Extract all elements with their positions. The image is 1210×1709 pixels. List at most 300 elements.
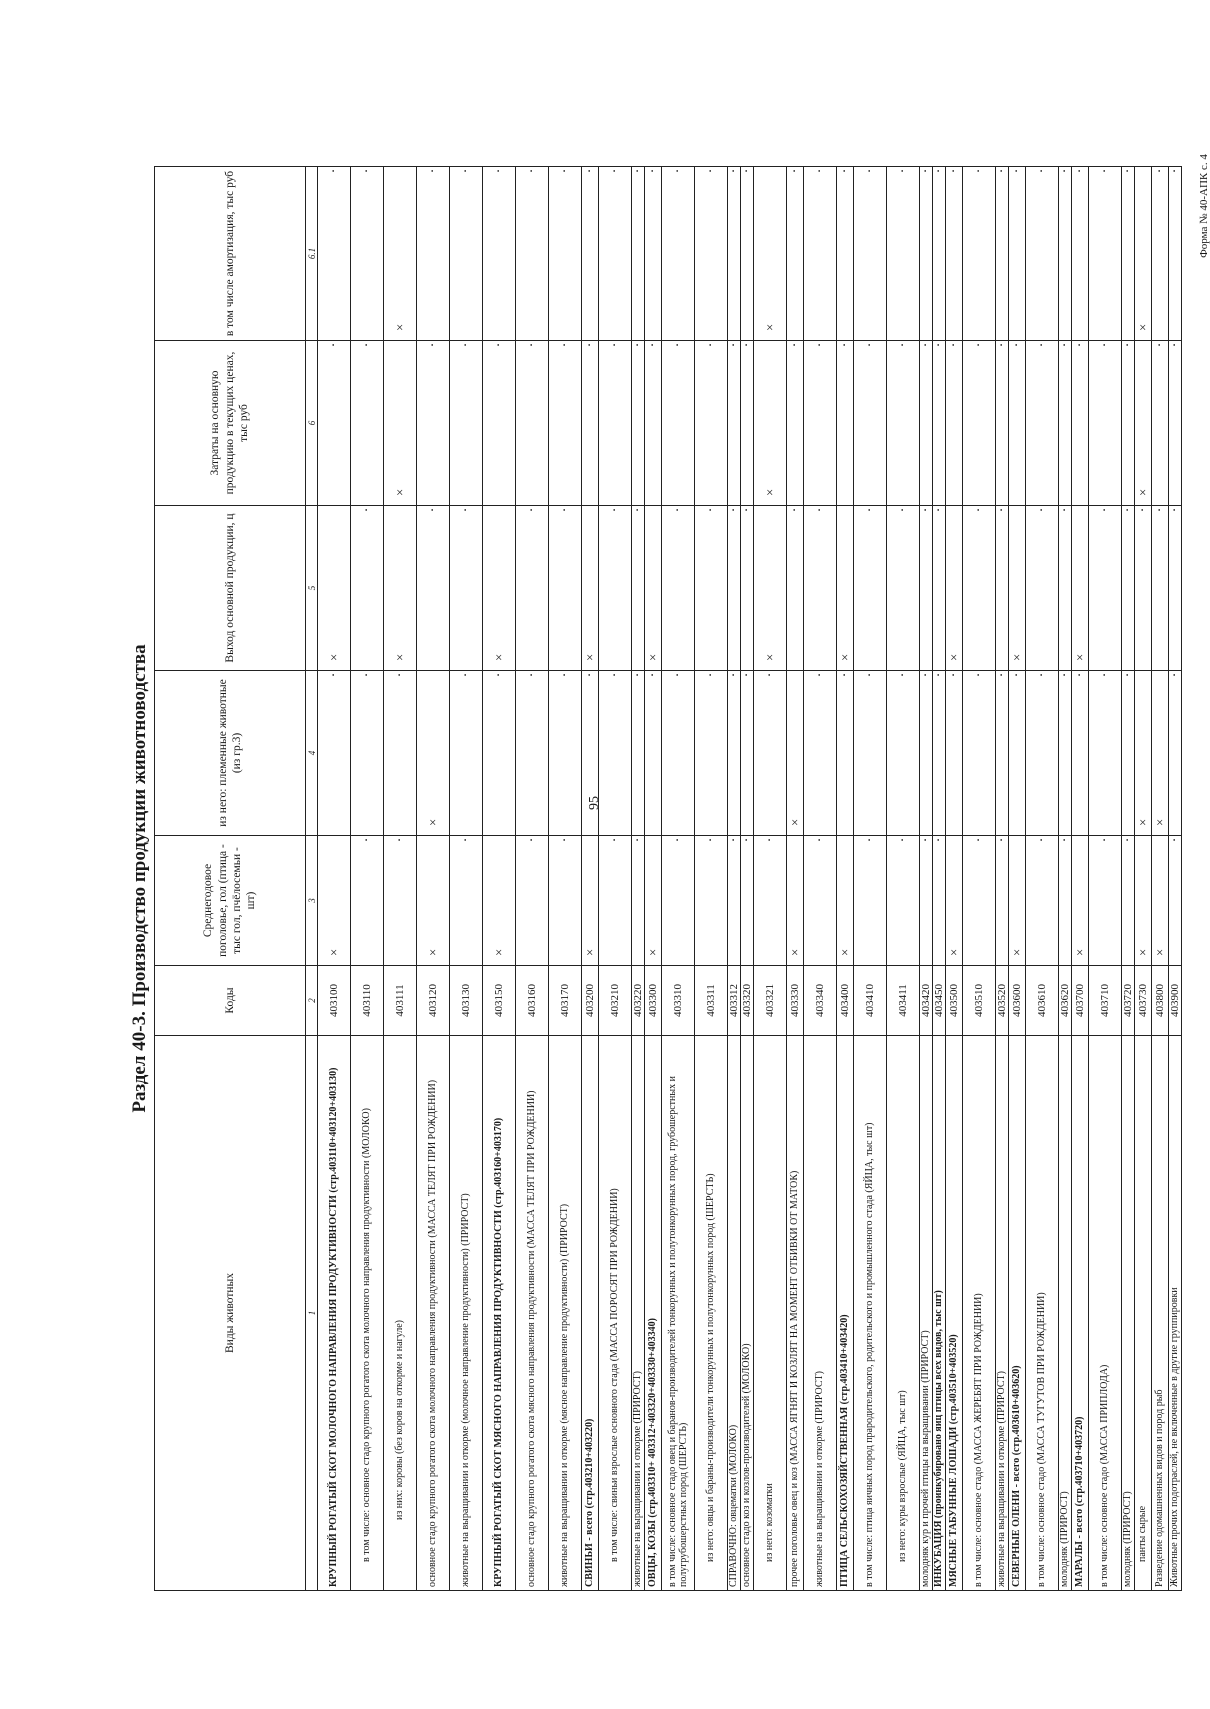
cell-output[interactable] xyxy=(582,506,599,671)
cell-depreciation[interactable] xyxy=(804,167,837,341)
cell-breeding[interactable] xyxy=(1169,671,1182,836)
row-code: 403100 xyxy=(318,966,351,1036)
cell-costs[interactable] xyxy=(854,341,887,506)
cell-depreciation[interactable] xyxy=(384,167,417,341)
cell-avg-herd[interactable] xyxy=(741,836,754,966)
col-number: 4 xyxy=(306,671,318,836)
row-name: молодняк кур и прочей птицы на выращивании (ПРИРОСТ) xyxy=(920,1036,933,1591)
table-row xyxy=(887,167,920,1591)
table-row xyxy=(645,167,662,1591)
cell-costs[interactable] xyxy=(787,341,804,506)
col-header-costs: Затраты на основную продукцию в текущих ценах, тыс руб xyxy=(155,341,306,506)
row-code: 403620 xyxy=(1059,966,1072,1036)
cell-breeding[interactable] xyxy=(887,671,920,836)
cell-output[interactable] xyxy=(1072,506,1089,671)
cell-breeding[interactable] xyxy=(1089,671,1122,836)
row-code: 403520 xyxy=(996,966,1009,1036)
cell-avg-herd[interactable] xyxy=(417,836,450,966)
table-row xyxy=(1009,167,1026,1591)
row-name: животные на выращивании и откорме (ПРИРОСТ) xyxy=(804,1036,837,1591)
cell-output[interactable] xyxy=(645,506,662,671)
cell-output[interactable] xyxy=(632,506,645,671)
table-row xyxy=(996,167,1009,1591)
table-row xyxy=(728,167,741,1591)
col-number: 1 xyxy=(306,1036,318,1591)
row-name: МЯСНЫЕ ТАБУННЫЕ ЛОШАДИ (стр.403510+403520) xyxy=(946,1036,963,1591)
row-name: молодняк (ПРИРОСТ) xyxy=(1059,1036,1072,1591)
cell-costs[interactable] xyxy=(549,341,582,506)
row-name: в том числе: основное стадо овец и баранов-производителей тонкорунных и полутонкорунных пород, грубошерстных и полугрубошерстных пород (ШЕРСТЬ) xyxy=(662,1036,695,1591)
row-name: основное стадо крупного рогатого скота мясного направления продуктивности (МАССА ТЕЛЯТ ПРИ РОЖДЕНИИ) xyxy=(516,1036,549,1591)
cell-costs[interactable] xyxy=(695,341,728,506)
cell-costs[interactable] xyxy=(1089,341,1122,506)
row-name: животные на выращивании и откорме (ПРИРОСТ) xyxy=(996,1036,1009,1591)
table-row xyxy=(946,167,963,1591)
header-row xyxy=(155,167,306,1591)
cell-costs[interactable] xyxy=(1122,341,1135,506)
cell-costs[interactable] xyxy=(318,341,351,506)
cell-breeding[interactable] xyxy=(996,671,1009,836)
row-name: СПРАВОЧНО: овцематки (МОЛОКО) xyxy=(728,1036,741,1591)
cell-breeding[interactable] xyxy=(318,671,351,836)
cell-costs[interactable] xyxy=(1135,341,1152,506)
cell-costs[interactable] xyxy=(483,341,516,506)
col-number: 3 xyxy=(306,836,318,966)
table-row xyxy=(632,167,645,1591)
cell-output[interactable] xyxy=(1089,506,1122,671)
cell-avg-herd[interactable] xyxy=(946,836,963,966)
row-name: СВИНЬИ - всего (стр.403210+403220) xyxy=(582,1036,599,1591)
rotated-page xyxy=(126,166,1209,1591)
cell-avg-herd[interactable] xyxy=(645,836,662,966)
cell-avg-herd[interactable] xyxy=(933,836,946,966)
cell-costs[interactable] xyxy=(632,341,645,506)
cell-costs[interactable] xyxy=(837,341,854,506)
cell-costs[interactable] xyxy=(417,341,450,506)
cell-depreciation[interactable] xyxy=(996,167,1009,341)
cell-costs[interactable] xyxy=(1059,341,1072,506)
cell-depreciation[interactable] xyxy=(516,167,549,341)
table-row xyxy=(1169,167,1182,1591)
row-code: 403170 xyxy=(549,966,582,1036)
cell-costs[interactable] xyxy=(662,341,695,506)
cell-avg-herd[interactable] xyxy=(1152,836,1169,966)
row-code: 403500 xyxy=(946,966,963,1036)
row-code: 403300 xyxy=(645,966,662,1036)
cell-output[interactable] xyxy=(695,506,728,671)
cell-output[interactable] xyxy=(1059,506,1072,671)
cell-breeding[interactable] xyxy=(645,671,662,836)
cell-depreciation[interactable] xyxy=(662,167,695,341)
cell-breeding[interactable] xyxy=(1072,671,1089,836)
col-number: 2 xyxy=(306,966,318,1036)
cell-output[interactable] xyxy=(1122,506,1135,671)
cell-breeding[interactable] xyxy=(599,671,632,836)
cell-avg-herd[interactable] xyxy=(599,836,632,966)
section-title: Раздел 40-3. Производство продукции животноводства xyxy=(129,644,150,1113)
row-name: в том числе: основное стадо (МАССА ПРИПЛОДА) xyxy=(1089,1036,1122,1591)
cell-breeding[interactable] xyxy=(483,671,516,836)
cell-output[interactable] xyxy=(384,506,417,671)
cell-avg-herd[interactable] xyxy=(728,836,741,966)
cell-depreciation[interactable] xyxy=(963,167,996,341)
table-row xyxy=(1152,167,1169,1591)
cell-avg-herd[interactable] xyxy=(662,836,695,966)
form-label: Форма № 40-АПК с. 4 xyxy=(1197,154,1210,258)
row-code: 403450 xyxy=(933,966,946,1036)
cell-avg-herd[interactable] xyxy=(450,836,483,966)
cell-breeding[interactable] xyxy=(695,671,728,836)
col-number: 5 xyxy=(306,506,318,671)
row-name: ОВЦЫ, КОЗЫ (стр.403310+ 403312+403320+403330+403340) xyxy=(645,1036,662,1591)
cell-costs[interactable] xyxy=(351,341,384,506)
table-row xyxy=(662,167,695,1591)
cell-depreciation[interactable] xyxy=(1135,167,1152,341)
cell-depreciation[interactable] xyxy=(933,167,946,341)
cell-costs[interactable] xyxy=(1152,341,1169,506)
page-number: 95 xyxy=(587,796,602,810)
table-row xyxy=(854,167,887,1591)
table-row xyxy=(695,167,728,1591)
cell-depreciation[interactable] xyxy=(483,167,516,341)
table-row xyxy=(1072,167,1089,1591)
cell-breeding[interactable] xyxy=(384,671,417,836)
col-number: 6 xyxy=(306,341,318,506)
cell-breeding[interactable] xyxy=(1152,671,1169,836)
cell-avg-herd[interactable] xyxy=(754,836,787,966)
cell-depreciation[interactable] xyxy=(854,167,887,341)
cell-breeding[interactable] xyxy=(582,671,599,836)
cell-output[interactable] xyxy=(804,506,837,671)
cell-costs[interactable] xyxy=(741,341,754,506)
cell-output[interactable] xyxy=(754,506,787,671)
cell-breeding[interactable] xyxy=(946,671,963,836)
cell-depreciation[interactable] xyxy=(695,167,728,341)
row-name: в том числе: свиньи взрослые основного стада (МАССА ПОРОСЯТ ПРИ РОЖДЕНИИ) xyxy=(599,1036,632,1591)
cell-avg-herd[interactable] xyxy=(1135,836,1152,966)
cell-avg-herd[interactable] xyxy=(804,836,837,966)
row-name: МАРАЛЫ - всего (стр.403710+403720) xyxy=(1072,1036,1089,1591)
row-code: 403410 xyxy=(854,966,887,1036)
cell-output[interactable] xyxy=(450,506,483,671)
cell-output[interactable] xyxy=(318,506,351,671)
cell-costs[interactable] xyxy=(516,341,549,506)
cell-output[interactable] xyxy=(963,506,996,671)
table-row xyxy=(804,167,837,1591)
cell-depreciation[interactable] xyxy=(549,167,582,341)
row-code: 403321 xyxy=(754,966,787,1036)
cell-costs[interactable] xyxy=(804,341,837,506)
row-name: из них: коровы (без коров на откорме и нагуле) xyxy=(384,1036,417,1591)
production-table xyxy=(154,166,1182,1591)
row-name: СЕВЕРНЫЕ ОЛЕНИ - всего (стр.403610+403620) xyxy=(1009,1036,1026,1591)
cell-breeding[interactable] xyxy=(963,671,996,836)
cell-depreciation[interactable] xyxy=(1122,167,1135,341)
table-row xyxy=(516,167,549,1591)
table-row xyxy=(599,167,632,1591)
cell-costs[interactable] xyxy=(920,341,933,506)
row-code: 403600 xyxy=(1009,966,1026,1036)
cell-avg-herd[interactable] xyxy=(854,836,887,966)
cell-avg-herd[interactable] xyxy=(837,836,854,966)
cell-output[interactable] xyxy=(933,506,946,671)
cell-breeding[interactable] xyxy=(787,671,804,836)
cell-breeding[interactable] xyxy=(837,671,854,836)
row-code: 403610 xyxy=(1026,966,1059,1036)
cell-output[interactable] xyxy=(549,506,582,671)
table-row xyxy=(582,167,599,1591)
cell-depreciation[interactable] xyxy=(450,167,483,341)
row-code: 403120 xyxy=(417,966,450,1036)
cell-depreciation[interactable] xyxy=(1169,167,1182,341)
cell-output[interactable] xyxy=(483,506,516,671)
table-row xyxy=(754,167,787,1591)
row-name: КРУПНЫЙ РОГАТЫЙ СКОТ МЯСНОГО НАПРАВЛЕНИЯ ПРОДУКТИВНОСТИ (стр.403160+403170) xyxy=(483,1036,516,1591)
cell-depreciation[interactable] xyxy=(741,167,754,341)
cell-avg-herd[interactable] xyxy=(582,836,599,966)
cell-depreciation[interactable] xyxy=(318,167,351,341)
cell-depreciation[interactable] xyxy=(351,167,384,341)
row-code: 403312 xyxy=(728,966,741,1036)
cell-avg-herd[interactable] xyxy=(1059,836,1072,966)
cell-avg-herd[interactable] xyxy=(1072,836,1089,966)
cell-costs[interactable] xyxy=(946,341,963,506)
row-code: 403710 xyxy=(1089,966,1122,1036)
row-name: животные на выращивании и откорме (ПРИРОСТ) xyxy=(632,1036,645,1591)
cell-depreciation[interactable] xyxy=(1089,167,1122,341)
cell-breeding[interactable] xyxy=(1026,671,1059,836)
cell-avg-herd[interactable] xyxy=(963,836,996,966)
cell-breeding[interactable] xyxy=(450,671,483,836)
cell-output[interactable] xyxy=(662,506,695,671)
cell-avg-herd[interactable] xyxy=(632,836,645,966)
cell-avg-herd[interactable] xyxy=(351,836,384,966)
table-row xyxy=(483,167,516,1591)
cell-avg-herd[interactable] xyxy=(1089,836,1122,966)
col-header-avg-herd: Среднегодовое поголовье, гол (птица - тыс гол, пчёлосемьи - шт) xyxy=(155,836,306,966)
row-name: Разведение одомашненных видов и пород рыб xyxy=(1152,1036,1169,1591)
cell-avg-herd[interactable] xyxy=(996,836,1009,966)
cell-costs[interactable] xyxy=(963,341,996,506)
row-name: прочее поголовье овец и коз (МАССА ЯГНЯТ И КОЗЛЯТ НА МОМЕНТ ОТБИВКИ ОТ МАТОК) xyxy=(787,1036,804,1591)
table-row xyxy=(417,167,450,1591)
cell-costs[interactable] xyxy=(599,341,632,506)
row-name: в том числе: основное стадо (МАССА ТУГУТОВ ПРИ РОЖДЕНИИ) xyxy=(1026,1036,1059,1591)
row-code: 403310 xyxy=(662,966,695,1036)
cell-avg-herd[interactable] xyxy=(516,836,549,966)
row-code: 403111 xyxy=(384,966,417,1036)
row-name: ПТИЦА СЕЛЬСКОХОЗЯЙСТВЕННАЯ (стр.403410+403420) xyxy=(837,1036,854,1591)
cell-depreciation[interactable] xyxy=(837,167,854,341)
cell-breeding[interactable] xyxy=(854,671,887,836)
row-code: 403200 xyxy=(582,966,599,1036)
cell-depreciation[interactable] xyxy=(632,167,645,341)
table-row xyxy=(963,167,996,1591)
cell-output[interactable] xyxy=(1169,506,1182,671)
row-name: КРУПНЫЙ РОГАТЫЙ СКОТ МОЛОЧНОГО НАПРАВЛЕНИЯ ПРОДУКТИВНОСТИ (стр.403110+403120+403130) xyxy=(318,1036,351,1591)
cell-depreciation[interactable] xyxy=(754,167,787,341)
cell-depreciation[interactable] xyxy=(417,167,450,341)
cell-costs[interactable] xyxy=(645,341,662,506)
row-name: панты сырые xyxy=(1135,1036,1152,1591)
table-row xyxy=(549,167,582,1591)
col-header-animal: Виды животных xyxy=(155,1036,306,1591)
row-code: 403420 xyxy=(920,966,933,1036)
row-code: 403900 xyxy=(1169,966,1182,1036)
row-code: 403340 xyxy=(804,966,837,1036)
row-code: 403160 xyxy=(516,966,549,1036)
cell-breeding[interactable] xyxy=(1122,671,1135,836)
cell-output[interactable] xyxy=(516,506,549,671)
cell-avg-herd[interactable] xyxy=(318,836,351,966)
cell-output[interactable] xyxy=(417,506,450,671)
row-code: 403730 xyxy=(1135,966,1152,1036)
row-code: 403720 xyxy=(1122,966,1135,1036)
cell-costs[interactable] xyxy=(384,341,417,506)
cell-output[interactable] xyxy=(854,506,887,671)
row-code: 403510 xyxy=(963,966,996,1036)
cell-breeding[interactable] xyxy=(933,671,946,836)
table-row xyxy=(1059,167,1072,1591)
table-row xyxy=(933,167,946,1591)
row-code: 403150 xyxy=(483,966,516,1036)
cell-avg-herd[interactable] xyxy=(1122,836,1135,966)
table-row xyxy=(1089,167,1122,1591)
cell-breeding[interactable] xyxy=(632,671,645,836)
cell-breeding[interactable] xyxy=(351,671,384,836)
cell-output[interactable] xyxy=(887,506,920,671)
cell-depreciation[interactable] xyxy=(645,167,662,341)
cell-breeding[interactable] xyxy=(549,671,582,836)
cell-avg-herd[interactable] xyxy=(1169,836,1182,966)
cell-output[interactable] xyxy=(1009,506,1026,671)
cell-output[interactable] xyxy=(996,506,1009,671)
cell-output[interactable] xyxy=(599,506,632,671)
cell-costs[interactable] xyxy=(1009,341,1026,506)
table-row xyxy=(318,167,351,1591)
table-row xyxy=(351,167,384,1591)
cell-output[interactable] xyxy=(1152,506,1169,671)
cell-breeding[interactable] xyxy=(1135,671,1152,836)
cell-costs[interactable] xyxy=(1169,341,1182,506)
row-name: в том числе: основное стадо (МАССА ЖЕРЕБЯТ ПРИ РОЖДЕНИИ) xyxy=(963,1036,996,1591)
cell-output[interactable] xyxy=(946,506,963,671)
cell-output[interactable] xyxy=(351,506,384,671)
cell-output[interactable] xyxy=(1135,506,1152,671)
cell-depreciation[interactable] xyxy=(787,167,804,341)
cell-avg-herd[interactable] xyxy=(887,836,920,966)
cell-avg-herd[interactable] xyxy=(787,836,804,966)
table-row xyxy=(384,167,417,1591)
table-row xyxy=(450,167,483,1591)
cell-avg-herd[interactable] xyxy=(384,836,417,966)
cell-output[interactable] xyxy=(728,506,741,671)
cell-breeding[interactable] xyxy=(804,671,837,836)
col-header-breeding: из него: племенные животные (из гр.3) xyxy=(155,671,306,836)
cell-output[interactable] xyxy=(920,506,933,671)
row-code: 403700 xyxy=(1072,966,1089,1036)
cell-depreciation[interactable] xyxy=(599,167,632,341)
table-row xyxy=(1135,167,1152,1591)
cell-breeding[interactable] xyxy=(662,671,695,836)
cell-output[interactable] xyxy=(741,506,754,671)
table-row xyxy=(787,167,804,1591)
cell-depreciation[interactable] xyxy=(728,167,741,341)
cell-breeding[interactable] xyxy=(516,671,549,836)
cell-depreciation[interactable] xyxy=(946,167,963,341)
cell-avg-herd[interactable] xyxy=(483,836,516,966)
row-code: 403411 xyxy=(887,966,920,1036)
cell-avg-herd[interactable] xyxy=(695,836,728,966)
table-row xyxy=(741,167,754,1591)
cell-depreciation[interactable] xyxy=(1026,167,1059,341)
cell-avg-herd[interactable] xyxy=(920,836,933,966)
cell-breeding[interactable] xyxy=(728,671,741,836)
row-code: 403320 xyxy=(741,966,754,1036)
cell-depreciation[interactable] xyxy=(1072,167,1089,341)
row-name: животные на выращивании и откорме (мясное направление продуктивности) (ПРИРОСТ) xyxy=(549,1036,582,1591)
row-name: основное стадо коз и козлов-производителей (МОЛОКО) xyxy=(741,1036,754,1591)
cell-depreciation[interactable] xyxy=(1009,167,1026,341)
cell-depreciation[interactable] xyxy=(582,167,599,341)
cell-breeding[interactable] xyxy=(417,671,450,836)
cell-depreciation[interactable] xyxy=(1152,167,1169,341)
row-code: 403130 xyxy=(450,966,483,1036)
row-code: 403210 xyxy=(599,966,632,1036)
row-name: молодняк (ПРИРОСТ) xyxy=(1122,1036,1135,1591)
cell-costs[interactable] xyxy=(1026,341,1059,506)
cell-breeding[interactable] xyxy=(754,671,787,836)
row-code: 403800 xyxy=(1152,966,1169,1036)
cell-costs[interactable] xyxy=(887,341,920,506)
table-row xyxy=(1122,167,1135,1591)
col-header-depreciation: в том числе амортизация, тыс руб xyxy=(155,167,306,341)
cell-breeding[interactable] xyxy=(1059,671,1072,836)
row-name: из него: козоматки xyxy=(754,1036,787,1591)
cell-costs[interactable] xyxy=(754,341,787,506)
cell-output[interactable] xyxy=(1026,506,1059,671)
cell-costs[interactable] xyxy=(582,341,599,506)
cell-breeding[interactable] xyxy=(741,671,754,836)
row-name: в том числе: птица яичных пород прародительского, родительского и промышленного стада (ЯЙЦА, тыс шт) xyxy=(854,1036,887,1591)
table-row xyxy=(837,167,854,1591)
table-row xyxy=(1026,167,1059,1591)
col-header-code: Коды xyxy=(155,966,306,1036)
table-row xyxy=(920,167,933,1591)
cell-costs[interactable] xyxy=(450,341,483,506)
cell-breeding[interactable] xyxy=(920,671,933,836)
cell-costs[interactable] xyxy=(933,341,946,506)
cell-breeding[interactable] xyxy=(1009,671,1026,836)
cell-avg-herd[interactable] xyxy=(1026,836,1059,966)
cell-depreciation[interactable] xyxy=(887,167,920,341)
row-code: 403220 xyxy=(632,966,645,1036)
cell-costs[interactable] xyxy=(1072,341,1089,506)
cell-depreciation[interactable] xyxy=(1059,167,1072,341)
cell-costs[interactable] xyxy=(728,341,741,506)
row-code: 403110 xyxy=(351,966,384,1036)
cell-output[interactable] xyxy=(787,506,804,671)
cell-costs[interactable] xyxy=(996,341,1009,506)
cell-output[interactable] xyxy=(837,506,854,671)
cell-avg-herd[interactable] xyxy=(1009,836,1026,966)
row-name: ИНКУБАЦИЯ (проинкубировано яиц птицы всех видов, тыс шт) xyxy=(933,1036,946,1591)
row-name: в том числе: основное стадо крупного рогатого скота молочного направления продуктивности (МОЛОКО) xyxy=(351,1036,384,1591)
cell-avg-herd[interactable] xyxy=(549,836,582,966)
cell-depreciation[interactable] xyxy=(920,167,933,341)
row-name: из него: куры взрослые (ЯЙЦА, тыс шт) xyxy=(887,1036,920,1591)
row-code: 403330 xyxy=(787,966,804,1036)
